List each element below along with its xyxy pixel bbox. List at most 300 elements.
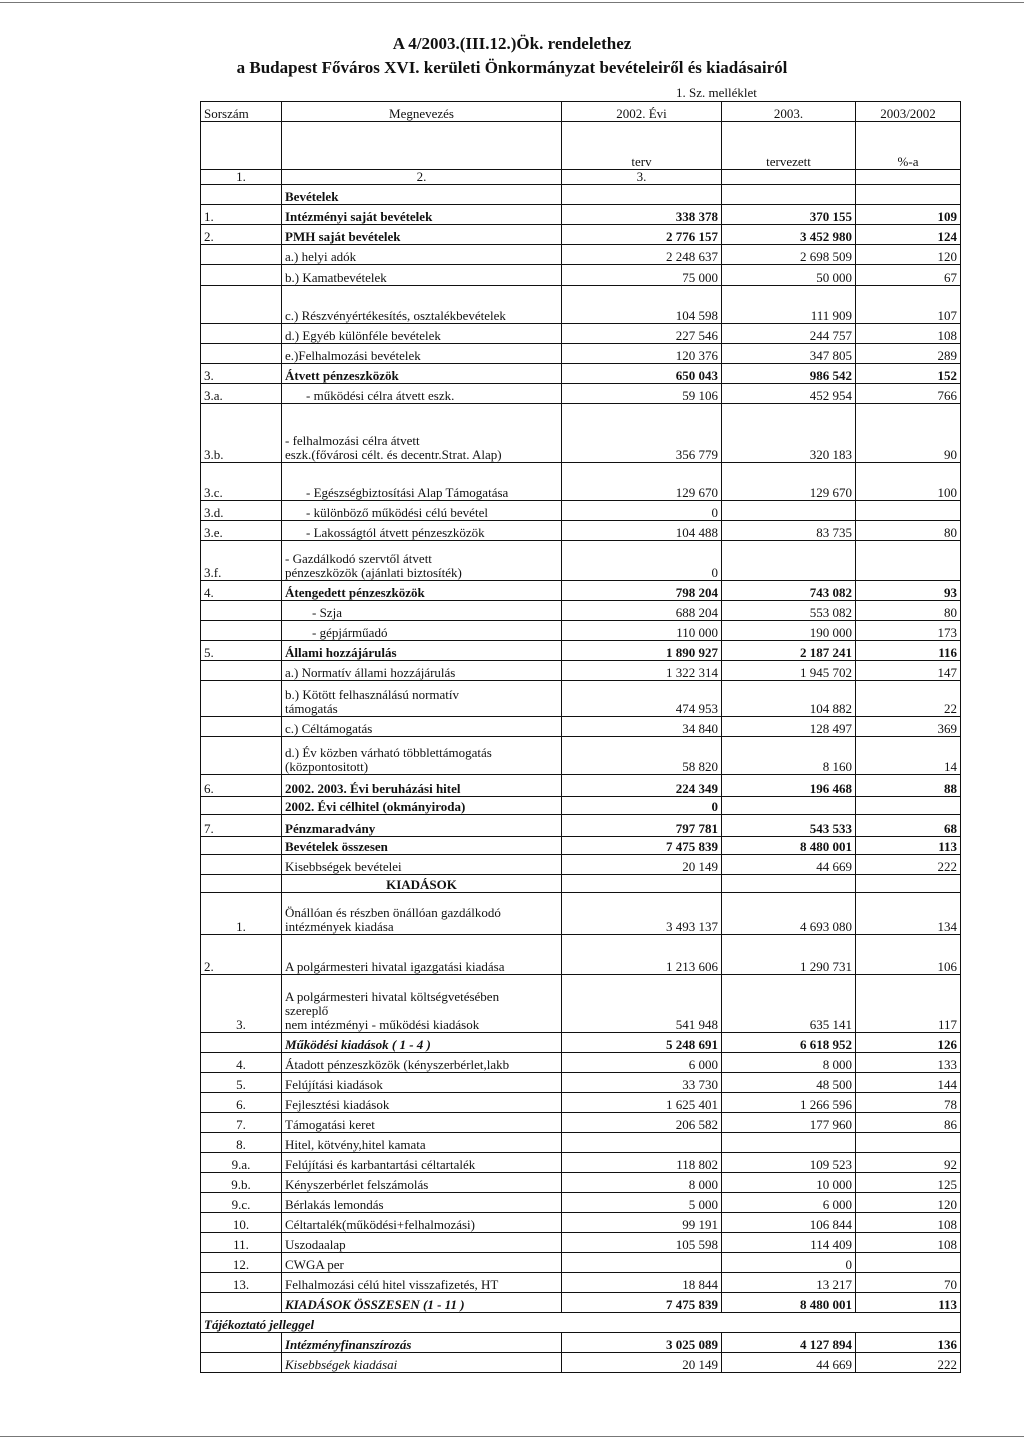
table-row bbox=[201, 797, 961, 815]
cell-pct: 67 bbox=[856, 265, 961, 286]
colnum-cell-5 bbox=[856, 170, 961, 185]
cell-no: 8. bbox=[201, 1133, 282, 1153]
cell-name: Céltartalék(működési+felhalmozási) bbox=[282, 1213, 562, 1233]
cell-name: PMH saját bevételek bbox=[282, 225, 562, 245]
cell-pct bbox=[856, 185, 961, 205]
cell-v2002: 0 bbox=[562, 501, 722, 521]
cell-no: 3.f. bbox=[201, 541, 282, 581]
cell-pct: 108 bbox=[856, 324, 961, 344]
cell-name: Intézményi saját bevételek bbox=[282, 205, 562, 225]
cell-v2003: 370 155 bbox=[722, 205, 856, 225]
cell-v2003: 44 669 bbox=[722, 1353, 856, 1373]
colnum-cell-2: 2. bbox=[282, 170, 562, 185]
cell-no bbox=[201, 717, 282, 737]
table-row bbox=[201, 1173, 961, 1193]
header-cell-name: Megnevezés bbox=[282, 102, 562, 122]
cell-pct: 113 bbox=[856, 1293, 961, 1313]
cell-v2002: 120 376 bbox=[562, 344, 722, 364]
cell-pct: 144 bbox=[856, 1073, 961, 1093]
table-row bbox=[201, 324, 961, 344]
cell-v2002: 129 670 bbox=[562, 463, 722, 501]
cell-v2003: 83 735 bbox=[722, 521, 856, 541]
cell-v2002: 5 000 bbox=[562, 1193, 722, 1213]
cell-no: 6. bbox=[201, 775, 282, 797]
cell-pct: 136 bbox=[856, 1333, 961, 1353]
cell-no: 9.c. bbox=[201, 1193, 282, 1213]
cell-name: c.) Céltámogatás bbox=[282, 717, 562, 737]
cell-v2002: 7 475 839 bbox=[562, 837, 722, 855]
cell-v2003: 8 480 001 bbox=[722, 1293, 856, 1313]
cell-v2002: 104 598 bbox=[562, 286, 722, 324]
table-row bbox=[201, 1333, 961, 1353]
cell-no bbox=[201, 601, 282, 621]
cell-v2002: 474 953 bbox=[562, 681, 722, 717]
cell-v2002: 7 475 839 bbox=[562, 1293, 722, 1313]
table-row bbox=[201, 893, 961, 935]
table-row bbox=[201, 1133, 961, 1153]
table-row bbox=[201, 855, 961, 875]
table-row bbox=[201, 681, 961, 717]
table-row bbox=[201, 775, 961, 797]
cell-v2002: 206 582 bbox=[562, 1113, 722, 1133]
cell-v2003: 320 183 bbox=[722, 404, 856, 463]
cell-name: Uszodaalap bbox=[282, 1233, 562, 1253]
cell-name: Átadott pénzeszközök (kényszerbérlet,lakb bbox=[282, 1053, 562, 1073]
cell-no bbox=[201, 855, 282, 875]
cell-no: 3.c. bbox=[201, 463, 282, 501]
table-row bbox=[201, 404, 961, 463]
subheader-cell-name bbox=[282, 122, 562, 170]
cell-name: Kényszerbérlet felszámolás bbox=[282, 1173, 562, 1193]
cell-name: e.)Felhalmozási bevételek bbox=[282, 344, 562, 364]
cell-v2003: 10 000 bbox=[722, 1173, 856, 1193]
cell-v2003: 543 533 bbox=[722, 815, 856, 837]
cell-name: - működési célra átvett eszk. bbox=[282, 384, 562, 404]
cell-v2002: 2 248 637 bbox=[562, 245, 722, 265]
budget-table bbox=[200, 101, 961, 1373]
cell-no: 5. bbox=[201, 1073, 282, 1093]
cell-pct: 147 bbox=[856, 661, 961, 681]
cell-v2003: 6 618 952 bbox=[722, 1033, 856, 1053]
cell-no: 13. bbox=[201, 1273, 282, 1293]
cell-no: 6. bbox=[201, 1093, 282, 1113]
header-cell-no: Sorszám bbox=[201, 102, 282, 122]
table-row bbox=[201, 935, 961, 975]
cell-name: Átengedett pénzeszközök bbox=[282, 581, 562, 601]
cell-v2003: 986 542 bbox=[722, 364, 856, 384]
cell-v2002: 5 248 691 bbox=[562, 1033, 722, 1053]
cell-pct: 120 bbox=[856, 245, 961, 265]
document-title-line2: a Budapest Főváros XVI. kerületi Önkormányzat bevételeiről és kiadásairól bbox=[236, 58, 788, 77]
table-row bbox=[201, 1193, 961, 1213]
cell-v2003: 3 452 980 bbox=[722, 225, 856, 245]
cell-pct: 108 bbox=[856, 1233, 961, 1253]
cell-v2003: 452 954 bbox=[722, 384, 856, 404]
cell-v2002: 541 948 bbox=[562, 975, 722, 1033]
cell-no bbox=[201, 344, 282, 364]
cell-v2003: 104 882 bbox=[722, 681, 856, 717]
table-row bbox=[201, 1293, 961, 1313]
cell-no bbox=[201, 797, 282, 815]
cell-v2003: 1 266 596 bbox=[722, 1093, 856, 1113]
cell-v2002: 75 000 bbox=[562, 265, 722, 286]
table-row bbox=[201, 1233, 961, 1253]
cell-v2002: 1 625 401 bbox=[562, 1093, 722, 1113]
cell-pct bbox=[856, 501, 961, 521]
cell-pct: 173 bbox=[856, 621, 961, 641]
table-row bbox=[201, 384, 961, 404]
cell-no: 7. bbox=[201, 815, 282, 837]
table-row bbox=[201, 541, 961, 581]
column-number-row bbox=[201, 170, 961, 185]
cell-name: Bevételek összesen bbox=[282, 837, 562, 855]
cell-v2002: 2 776 157 bbox=[562, 225, 722, 245]
cell-v2002: 18 844 bbox=[562, 1273, 722, 1293]
cell-v2003: 244 757 bbox=[722, 324, 856, 344]
cell-pct: 107 bbox=[856, 286, 961, 324]
subheader-cell-2003: tervezett bbox=[722, 122, 856, 170]
cell-pct: 134 bbox=[856, 893, 961, 935]
cell-v2003: 8 000 bbox=[722, 1053, 856, 1073]
cell-no bbox=[201, 1033, 282, 1053]
cell-name: - különböző működési célú bevétel bbox=[282, 501, 562, 521]
cell-no: 3.d. bbox=[201, 501, 282, 521]
cell-pct: 133 bbox=[856, 1053, 961, 1073]
cell-v2003: 4 127 894 bbox=[722, 1333, 856, 1353]
cell-name: A polgármesteri hivatal költségvetésében szereplő nem intézményi - működési kiadások bbox=[282, 975, 562, 1033]
cell-name: Fejlesztési kiadások bbox=[282, 1093, 562, 1113]
cell-v2003: 48 500 bbox=[722, 1073, 856, 1093]
cell-v2003: 109 523 bbox=[722, 1153, 856, 1173]
cell-v2002: 798 204 bbox=[562, 581, 722, 601]
table-row bbox=[201, 1313, 961, 1333]
cell-pct: 120 bbox=[856, 1193, 961, 1213]
cell-v2003: 553 082 bbox=[722, 601, 856, 621]
cell-pct: 125 bbox=[856, 1173, 961, 1193]
cell-v2003: 0 bbox=[722, 1253, 856, 1273]
cell-v2003: 1 945 702 bbox=[722, 661, 856, 681]
cell-pct: 222 bbox=[856, 1353, 961, 1373]
cell-no bbox=[201, 185, 282, 205]
colnum-cell-3: 3. bbox=[562, 170, 722, 185]
cell-v2002: 650 043 bbox=[562, 364, 722, 384]
cell-v2002 bbox=[562, 185, 722, 205]
cell-no: 1. bbox=[201, 893, 282, 935]
cell-v2003 bbox=[722, 1133, 856, 1153]
cell-pct: 126 bbox=[856, 1033, 961, 1053]
table-row bbox=[201, 205, 961, 225]
header-cell-pct: 2003/2002 bbox=[856, 102, 961, 122]
colnum-cell-1: 1. bbox=[201, 170, 282, 185]
table-row bbox=[201, 837, 961, 855]
cell-name: - Szja bbox=[282, 601, 562, 621]
colnum-cell-4 bbox=[722, 170, 856, 185]
cell-v2002: 99 191 bbox=[562, 1213, 722, 1233]
cell-pct: 108 bbox=[856, 1213, 961, 1233]
cell-name: Támogatási keret bbox=[282, 1113, 562, 1133]
cell-v2002: 227 546 bbox=[562, 324, 722, 344]
table-row bbox=[201, 344, 961, 364]
cell-pct: 222 bbox=[856, 855, 961, 875]
cell-no bbox=[201, 324, 282, 344]
subheader-cell-2002: terv bbox=[562, 122, 722, 170]
table-row bbox=[201, 1253, 961, 1273]
cell-v2002: 105 598 bbox=[562, 1233, 722, 1253]
cell-v2002: 1 322 314 bbox=[562, 661, 722, 681]
cell-v2002: 110 000 bbox=[562, 621, 722, 641]
cell-no bbox=[201, 1293, 282, 1313]
cell-pct bbox=[856, 1253, 961, 1273]
cell-v2003: 177 960 bbox=[722, 1113, 856, 1133]
table-row bbox=[201, 717, 961, 737]
cell-name: Működési kiadások ( 1 - 4 ) bbox=[282, 1033, 562, 1053]
cell-v2003: 635 141 bbox=[722, 975, 856, 1033]
cell-v2002: 1 890 927 bbox=[562, 641, 722, 661]
cell-pct: 80 bbox=[856, 521, 961, 541]
cell-no: 3.a. bbox=[201, 384, 282, 404]
table-row bbox=[201, 245, 961, 265]
table-row bbox=[201, 661, 961, 681]
cell-v2002: 224 349 bbox=[562, 775, 722, 797]
table-row bbox=[201, 1073, 961, 1093]
cell-no: 2. bbox=[201, 935, 282, 975]
table-row bbox=[201, 501, 961, 521]
cell-no bbox=[201, 661, 282, 681]
cell-v2002: 0 bbox=[562, 541, 722, 581]
cell-v2002: 59 106 bbox=[562, 384, 722, 404]
cell-v2002: 688 204 bbox=[562, 601, 722, 621]
subheader-cell-no bbox=[201, 122, 282, 170]
cell-v2002: 58 820 bbox=[562, 737, 722, 775]
table-row bbox=[201, 1093, 961, 1113]
cell-v2003: 8 160 bbox=[722, 737, 856, 775]
cell-name: Állami hozzájárulás bbox=[282, 641, 562, 661]
cell-v2003: 6 000 bbox=[722, 1193, 856, 1213]
budget-table-body bbox=[201, 102, 961, 1373]
cell-pct: 109 bbox=[856, 205, 961, 225]
cell-v2003: 2 698 509 bbox=[722, 245, 856, 265]
cell-no bbox=[201, 1333, 282, 1353]
table-row bbox=[201, 286, 961, 324]
cell-v2002: 356 779 bbox=[562, 404, 722, 463]
cell-v2002: 118 802 bbox=[562, 1153, 722, 1173]
table-row bbox=[201, 621, 961, 641]
cell-pct: 14 bbox=[856, 737, 961, 775]
table-row bbox=[201, 601, 961, 621]
cell-v2002: 3 493 137 bbox=[562, 893, 722, 935]
cell-name: A polgármesteri hivatal igazgatási kiadása bbox=[282, 935, 562, 975]
cell-name: a.) Normatív állami hozzájárulás bbox=[282, 661, 562, 681]
annex-label: 1. Sz. melléklet bbox=[676, 85, 757, 100]
cell-no bbox=[201, 286, 282, 324]
cell-name: - Lakosságtól átvett pénzeszközök bbox=[282, 521, 562, 541]
cell-v2002: 3 025 089 bbox=[562, 1333, 722, 1353]
cell-name: - felhalmozási célra átvett eszk.(fővárosi célt. és decentr.Strat. Alap) bbox=[282, 404, 562, 463]
cell-v2002: 0 bbox=[562, 797, 722, 815]
cell-no: 2. bbox=[201, 225, 282, 245]
cell-name: Bevételek bbox=[282, 185, 562, 205]
cell-v2003: 8 480 001 bbox=[722, 837, 856, 855]
cell-v2003: 44 669 bbox=[722, 855, 856, 875]
cell-no bbox=[201, 837, 282, 855]
cell-v2003 bbox=[722, 797, 856, 815]
cell-v2002: 338 378 bbox=[562, 205, 722, 225]
cell-no: 10. bbox=[201, 1213, 282, 1233]
cell-name: - Egészségbiztosítási Alap Támogatása bbox=[282, 463, 562, 501]
table-row bbox=[201, 737, 961, 775]
bottom-rule bbox=[0, 1436, 1024, 1437]
cell-no bbox=[201, 681, 282, 717]
cell-no bbox=[201, 737, 282, 775]
cell-name: Intézményfinanszírozás bbox=[282, 1333, 562, 1353]
cell-name: 2002. 2003. Évi beruházási hitel bbox=[282, 775, 562, 797]
cell-pct: 93 bbox=[856, 581, 961, 601]
cell-name: Hitel, kötvény,hitel kamata bbox=[282, 1133, 562, 1153]
table-row bbox=[201, 975, 961, 1033]
cell-pct: 92 bbox=[856, 1153, 961, 1173]
cell-pct: 116 bbox=[856, 641, 961, 661]
cell-v2002: 20 149 bbox=[562, 855, 722, 875]
table-row bbox=[201, 1353, 961, 1373]
cell-pct: 80 bbox=[856, 601, 961, 621]
cell-name: - Gazdálkodó szervtől átvett pénzeszközök (ajánlati biztosíték) bbox=[282, 541, 562, 581]
cell-pct: 113 bbox=[856, 837, 961, 855]
cell-v2002 bbox=[562, 1253, 722, 1273]
cell-pct: 117 bbox=[856, 975, 961, 1033]
cell-v2003: 1 290 731 bbox=[722, 935, 856, 975]
cell-name: Felújítási és karbantartási céltartalék bbox=[282, 1153, 562, 1173]
cell-no bbox=[201, 245, 282, 265]
cell-pct: 100 bbox=[856, 463, 961, 501]
cell-v2003: 196 468 bbox=[722, 775, 856, 797]
cell-v2003 bbox=[722, 875, 856, 893]
cell-v2003: 128 497 bbox=[722, 717, 856, 737]
cell-name: b.) Kötött felhasználású normatív támogatás bbox=[282, 681, 562, 717]
header-cell-2002: 2002. Évi bbox=[562, 102, 722, 122]
cell-name: Felhalmozási célú hitel visszafizetés, HT bbox=[282, 1273, 562, 1293]
cell-v2002 bbox=[562, 1133, 722, 1153]
cell-no: 4. bbox=[201, 1053, 282, 1073]
cell-pct: 90 bbox=[856, 404, 961, 463]
cell-v2003: 114 409 bbox=[722, 1233, 856, 1253]
note-cell: Tájékoztató jelleggel bbox=[201, 1313, 961, 1333]
cell-no: 7. bbox=[201, 1113, 282, 1133]
cell-v2002: 104 488 bbox=[562, 521, 722, 541]
cell-name: a.) helyi adók bbox=[282, 245, 562, 265]
cell-name: d.) Egyéb különféle bevételek bbox=[282, 324, 562, 344]
cell-pct: 289 bbox=[856, 344, 961, 364]
cell-no: 4. bbox=[201, 581, 282, 601]
cell-v2003: 743 082 bbox=[722, 581, 856, 601]
cell-name: Kisebbségek kiadásai bbox=[282, 1353, 562, 1373]
cell-no: 9.a. bbox=[201, 1153, 282, 1173]
cell-pct: 152 bbox=[856, 364, 961, 384]
cell-v2003: 13 217 bbox=[722, 1273, 856, 1293]
cell-pct bbox=[856, 541, 961, 581]
table-row bbox=[201, 1113, 961, 1133]
cell-v2002: 1 213 606 bbox=[562, 935, 722, 975]
cell-pct: 124 bbox=[856, 225, 961, 245]
cell-v2003: 347 805 bbox=[722, 344, 856, 364]
table-row bbox=[201, 815, 961, 837]
cell-name: - gépjárműadó bbox=[282, 621, 562, 641]
cell-pct: 88 bbox=[856, 775, 961, 797]
cell-name: CWGA per bbox=[282, 1253, 562, 1273]
cell-name: Átvett pénzeszközök bbox=[282, 364, 562, 384]
cell-pct bbox=[856, 1133, 961, 1153]
cell-v2002: 6 000 bbox=[562, 1053, 722, 1073]
cell-pct: 68 bbox=[856, 815, 961, 837]
table-row bbox=[201, 185, 961, 205]
table-row bbox=[201, 1153, 961, 1173]
table-row bbox=[201, 1053, 961, 1073]
cell-no bbox=[201, 1353, 282, 1373]
table-row bbox=[201, 1213, 961, 1233]
table-row bbox=[201, 225, 961, 245]
cell-pct: 766 bbox=[856, 384, 961, 404]
header-cell-2003: 2003. bbox=[722, 102, 856, 122]
top-rule bbox=[0, 2, 1024, 3]
cell-v2003: 4 693 080 bbox=[722, 893, 856, 935]
cell-v2002: 33 730 bbox=[562, 1073, 722, 1093]
cell-name: 2002. Évi célhitel (okmányiroda) bbox=[282, 797, 562, 815]
cell-name: Felújítási kiadások bbox=[282, 1073, 562, 1093]
cell-pct: 78 bbox=[856, 1093, 961, 1113]
document-title-line1: A 4/2003.(III.12.)Ök. rendelethez bbox=[392, 34, 632, 53]
cell-v2003 bbox=[722, 185, 856, 205]
table-row bbox=[201, 641, 961, 661]
cell-v2003: 2 187 241 bbox=[722, 641, 856, 661]
cell-no: 11. bbox=[201, 1233, 282, 1253]
cell-v2002: 8 000 bbox=[562, 1173, 722, 1193]
cell-no: 3.b. bbox=[201, 404, 282, 463]
cell-name: Pénzmaradvány bbox=[282, 815, 562, 837]
table-row bbox=[201, 265, 961, 286]
table-row bbox=[201, 875, 961, 893]
table-row bbox=[201, 364, 961, 384]
cell-v2003: 111 909 bbox=[722, 286, 856, 324]
table-row bbox=[201, 1033, 961, 1053]
cell-no: 12. bbox=[201, 1253, 282, 1273]
cell-name: KIADÁSOK bbox=[282, 875, 562, 893]
cell-v2002: 34 840 bbox=[562, 717, 722, 737]
cell-no: 3. bbox=[201, 975, 282, 1033]
cell-no bbox=[201, 875, 282, 893]
cell-pct bbox=[856, 797, 961, 815]
cell-name: Bérlakás lemondás bbox=[282, 1193, 562, 1213]
cell-name: c.) Részvényértékesítés, osztalékbevételek bbox=[282, 286, 562, 324]
table-row bbox=[201, 463, 961, 501]
cell-v2003: 129 670 bbox=[722, 463, 856, 501]
table-row bbox=[201, 521, 961, 541]
cell-no bbox=[201, 621, 282, 641]
cell-pct: 22 bbox=[856, 681, 961, 717]
cell-pct: 369 bbox=[856, 717, 961, 737]
cell-v2002 bbox=[562, 875, 722, 893]
cell-no: 5. bbox=[201, 641, 282, 661]
cell-name: Önállóan és részben önállóan gazdálkodó intézmények kiadása bbox=[282, 893, 562, 935]
cell-no: 1. bbox=[201, 205, 282, 225]
cell-pct: 86 bbox=[856, 1113, 961, 1133]
cell-v2003: 190 000 bbox=[722, 621, 856, 641]
cell-pct: 70 bbox=[856, 1273, 961, 1293]
cell-v2002: 20 149 bbox=[562, 1353, 722, 1373]
table-row bbox=[201, 1273, 961, 1293]
cell-v2002: 797 781 bbox=[562, 815, 722, 837]
subheader-row bbox=[201, 122, 961, 170]
cell-no: 3.e. bbox=[201, 521, 282, 541]
header-row bbox=[201, 102, 961, 122]
